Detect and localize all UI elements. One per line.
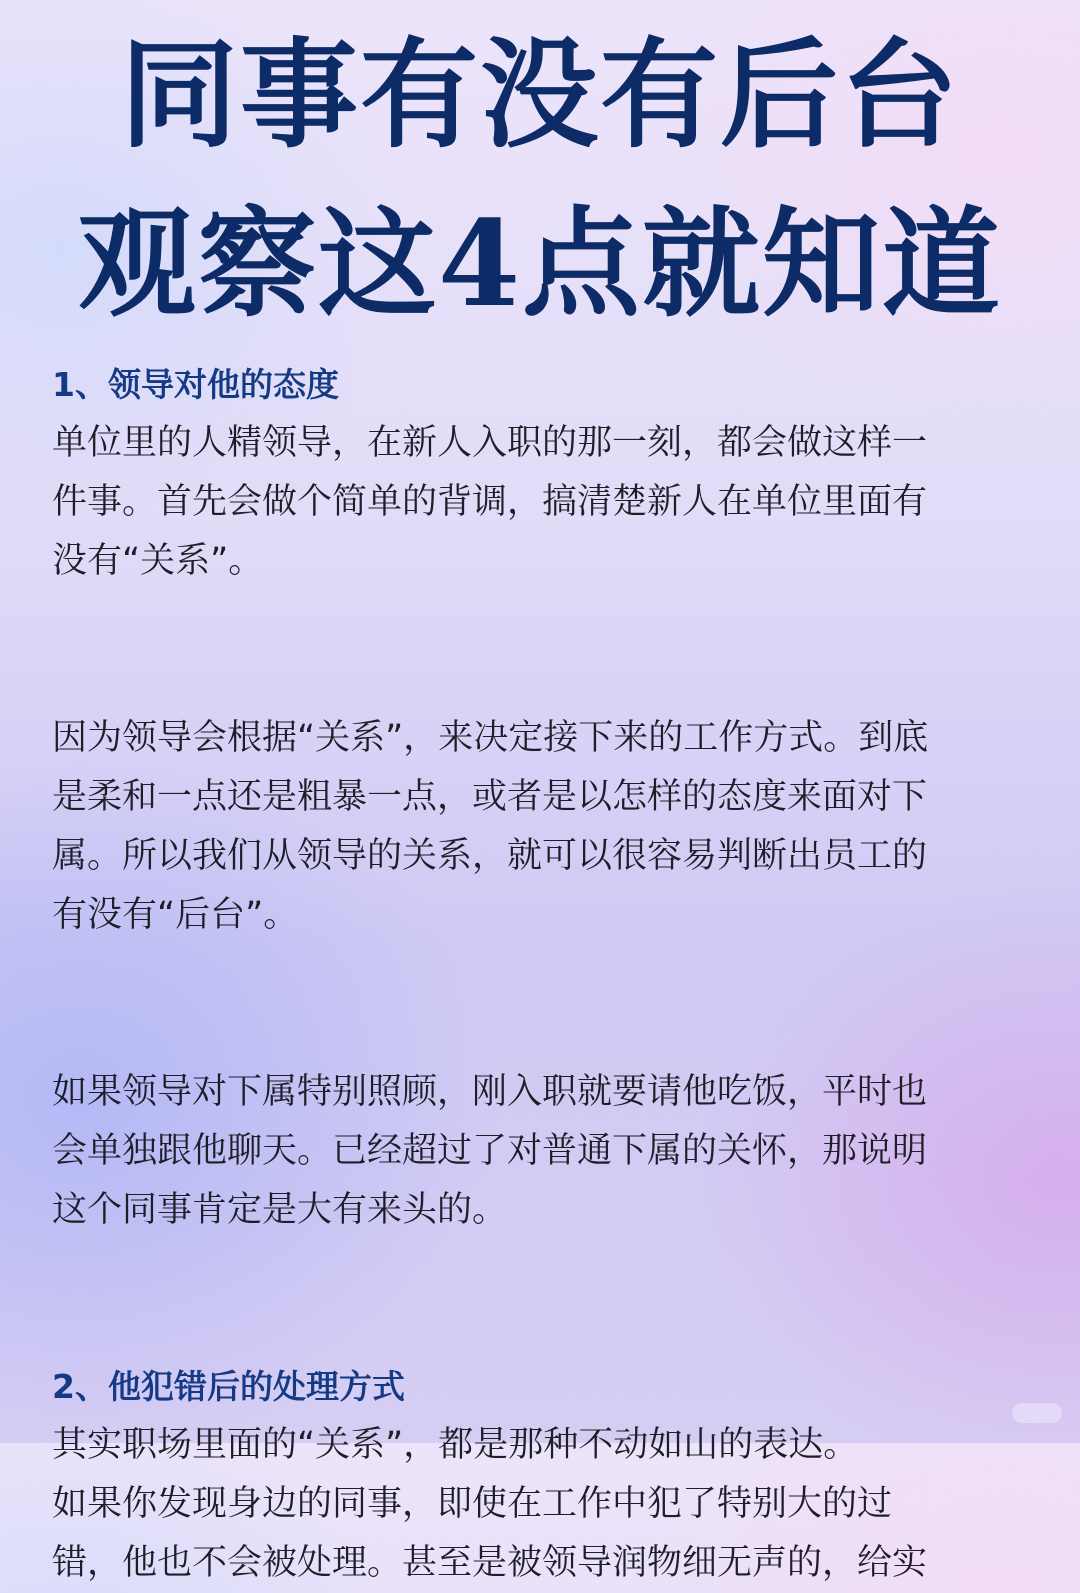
paragraph-gap [52,945,1052,1063]
text-line: 没有“关系”。 [52,541,264,581]
text-line: 有没有“后台”。 [52,895,299,935]
article-body [52,356,1052,1593]
paragraph-gap [52,591,1052,709]
title-line-1: 同事有没有后台 [119,25,960,164]
text-line: 其实职场里面的“关系”，都是那种不动如山的表达。 [52,1425,859,1465]
title-line-2: 观察这4点就知道 [77,194,1003,333]
text-line: 因为领导会根据“关系”，来决定接下来的工作方式。到底 [52,718,929,758]
watermark-badge [1012,1403,1062,1423]
text-line: 会单独跟他聊天。已经超过了对普通下属的关怀，那说明 [52,1131,928,1171]
text-line: 如果你发现身边的同事，即使在工作中犯了特别大的过 [52,1484,893,1524]
text-line: 错，他也不会被处理。甚至是被领导润物细无声的，给实 [52,1543,928,1583]
text-line: 单位里的人精领导，在新人入职的那一刻，都会做这样一 [52,423,928,463]
text-line: 是柔和一点还是粗暴一点，或者是以怎样的态度来面对下 [52,777,928,817]
section-2-heading: 2、他犯错后的处理方式 [52,1367,405,1406]
section-1-paragraph-2 [52,709,1052,945]
text-line: 如果领导对下属特别照顾，刚入职就要请他吃饭，平时也 [52,1072,928,1112]
text-line: 这个同事肯定是大有来头的。 [52,1190,508,1230]
text-line: 件事。首先会做个简单的背调，搞清楚新人在单位里面有 [52,482,928,522]
section-1-paragraph-1 [52,414,1052,591]
section-1-paragraph-3 [52,1063,1052,1240]
text-line: 属。所以我们从领导的关系，就可以很容易判断出员工的 [52,836,928,876]
section-1-heading: 1、领导对他的态度 [52,365,339,404]
section-gap [52,1240,1052,1358]
